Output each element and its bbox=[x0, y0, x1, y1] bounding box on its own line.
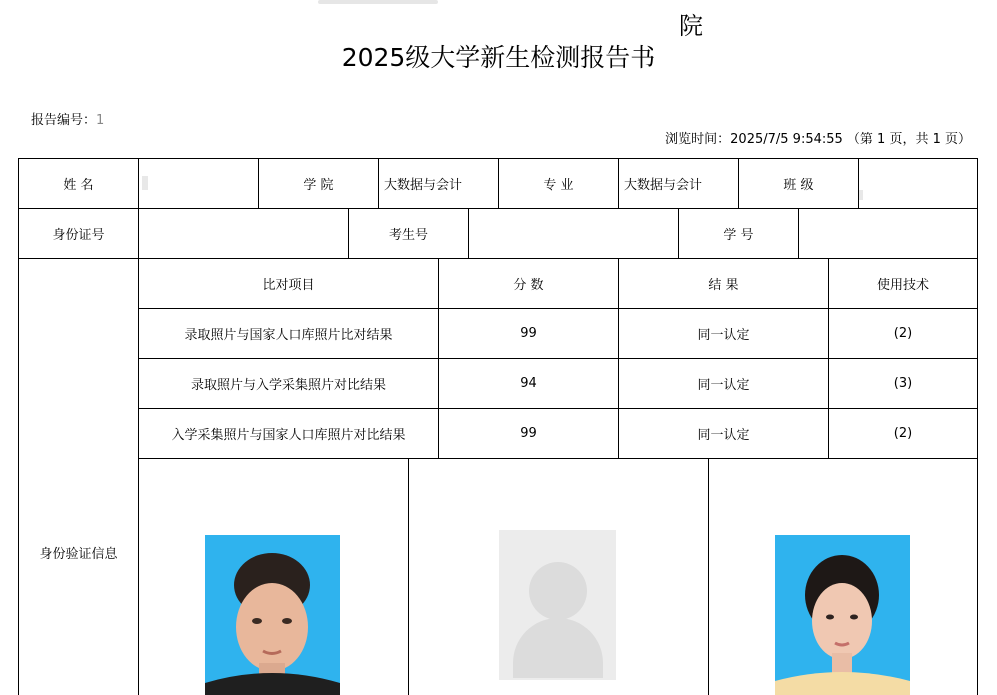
technology-value: (2) bbox=[893, 426, 913, 441]
browse-time: 浏览时间：2025/7/5 9:54:55 （第 1 页，共 1 页） bbox=[665, 132, 971, 147]
admission-photo bbox=[205, 535, 340, 695]
enrollment-photo bbox=[775, 535, 910, 695]
major-value: 大数据与会计 bbox=[624, 178, 703, 193]
portrait-image bbox=[775, 535, 910, 695]
header-compare-item: 比对项目 bbox=[262, 278, 315, 293]
report-title: 2025级大学新生检测报告书 bbox=[341, 43, 656, 72]
score-value: 94 bbox=[520, 376, 537, 391]
header-technology: 使用技术 bbox=[876, 278, 929, 293]
major-label: 专 业 bbox=[543, 178, 574, 193]
placeholder-photo bbox=[499, 530, 616, 680]
header-result: 结 果 bbox=[708, 278, 739, 293]
redacted-header-text bbox=[318, 0, 438, 4]
report-number-value: 1 bbox=[96, 113, 105, 128]
college-label: 学 院 bbox=[303, 178, 334, 193]
score-value: 99 bbox=[520, 326, 537, 341]
technology-value: (2) bbox=[893, 326, 913, 341]
result-value: 同一认定 bbox=[697, 328, 750, 343]
user-silhouette-body bbox=[513, 618, 603, 678]
student-number-label: 学 号 bbox=[723, 228, 754, 243]
name-label: 姓 名 bbox=[63, 178, 94, 193]
user-silhouette-icon bbox=[529, 562, 587, 620]
report-number-label: 报告编号： bbox=[31, 113, 97, 128]
redacted-name bbox=[142, 176, 148, 190]
exam-number-label: 考生号 bbox=[388, 228, 428, 243]
result-value: 同一认定 bbox=[697, 378, 750, 393]
redacted-class bbox=[859, 190, 863, 200]
class-label: 班 级 bbox=[783, 178, 814, 193]
institution-name-fragment: 院 bbox=[679, 12, 703, 40]
compare-item: 录取照片与入学采集照片对比结果 bbox=[190, 378, 386, 393]
college-value: 大数据与会计 bbox=[384, 178, 463, 193]
compare-item: 录取照片与国家人口库照片比对结果 bbox=[184, 328, 393, 343]
score-value: 99 bbox=[520, 426, 537, 441]
portrait-image bbox=[205, 535, 340, 695]
technology-value: (3) bbox=[893, 376, 913, 391]
id-number-label: 身份证号 bbox=[52, 228, 105, 243]
result-value: 同一认定 bbox=[697, 428, 750, 443]
report-number bbox=[31, 109, 104, 128]
compare-item: 入学采集照片与国家人口库照片对比结果 bbox=[171, 428, 406, 443]
header-score: 分 数 bbox=[513, 278, 544, 293]
identity-verification-label: 身份验证信息 bbox=[39, 547, 118, 562]
